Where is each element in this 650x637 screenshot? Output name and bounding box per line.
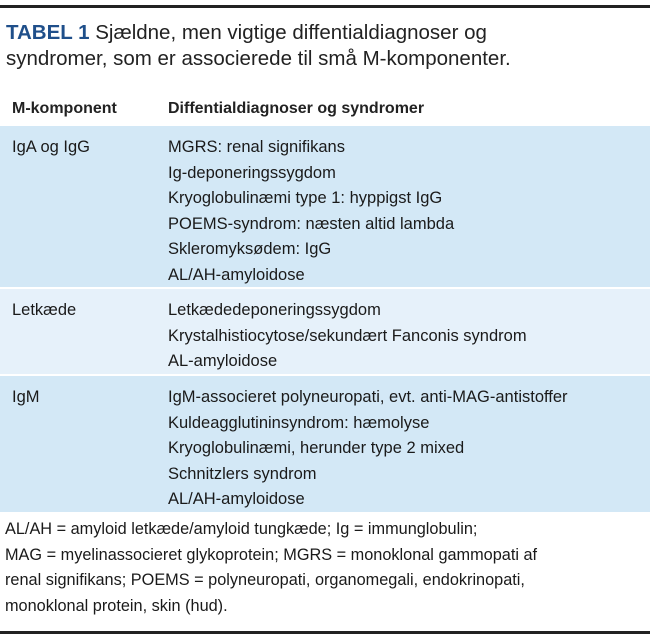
list-item: Krystalhistiocytose/sekundært Fanconis syndrom [168, 326, 527, 345]
table-title [6, 20, 636, 72]
row-key: Letkæde [12, 301, 77, 319]
title-text-1: Sjældne, men vigtige diffentialdiagnoser og [95, 21, 487, 44]
list-item: IgM-associeret polyneuropati, evt. anti-MAG-antistoffer [168, 388, 568, 406]
bottom-rule [0, 631, 650, 634]
table-row [0, 376, 650, 512]
title-line-1 [6, 20, 636, 46]
list-item: AL-amyloidose [168, 352, 278, 371]
column-header-diagnoser: Diffentialdiagnoser og syndromer [168, 100, 425, 117]
column-header-m-komponent: M-komponent [12, 100, 117, 117]
list-item: Kryoglobulinæmi type 1: hyppigst IgG [168, 189, 443, 208]
list-item: POEMS-syndrom: næsten altid lambda [168, 214, 455, 233]
list-item: Ig-deponeringssygdom [168, 163, 336, 182]
footnote-line: monoklonal protein, skin (hud). [5, 596, 228, 615]
list-item: AL/AH-amyloidose [168, 265, 305, 284]
row-values [168, 298, 527, 375]
row-key: IgM [12, 388, 40, 406]
row-values [168, 385, 568, 513]
title-line-2: syndromer, som er associerede til små M-komponenter. [6, 47, 511, 70]
list-item: Schnitzlers syndrom [168, 464, 317, 483]
footnote [5, 517, 645, 619]
top-rule [0, 5, 650, 8]
footnote-line: AL/AH = amyloid letkæde/amyloid tungkæde; Ig = immunglobulin; [5, 520, 478, 538]
list-item: MGRS: renal signifikans [168, 138, 345, 156]
list-item: AL/AH-amyloidose [168, 490, 305, 509]
table-label: TABEL 1 [6, 21, 90, 44]
table-row [0, 289, 650, 374]
footnote-line: renal signifikans; POEMS = polyneuropati, organomegali, endokrinopati, [5, 571, 525, 590]
footnote-line: MAG = myelinassocieret glykoprotein; MGRS = monoklonal gammopati af [5, 545, 538, 564]
list-item: Letkædedeponeringssygdom [168, 301, 381, 319]
list-item: Skleromyksødem: IgG [168, 240, 332, 259]
row-values [168, 135, 454, 289]
list-item: Kryoglobulinæmi, herunder type 2 mixed [168, 439, 465, 458]
table-row [0, 126, 650, 287]
list-item: Kuldeagglutininsyndrom: hæmolyse [168, 413, 430, 432]
table-body [0, 126, 650, 512]
row-key: IgA og IgG [12, 138, 90, 156]
